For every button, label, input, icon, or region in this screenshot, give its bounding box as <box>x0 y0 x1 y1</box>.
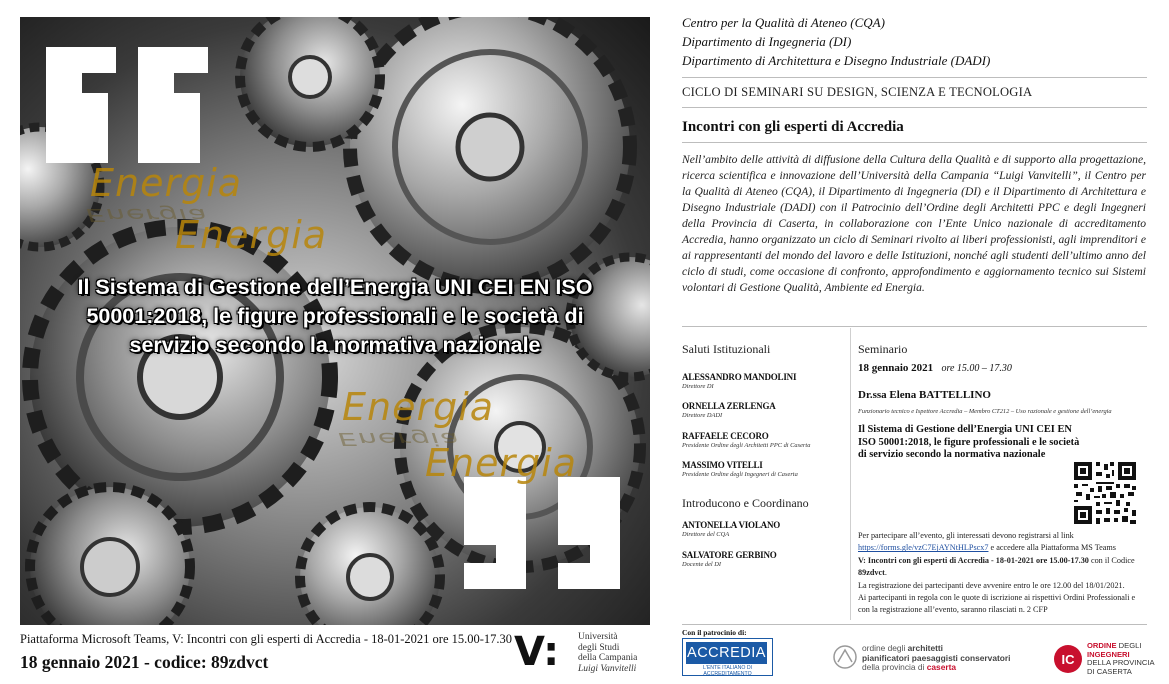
divider <box>682 77 1147 78</box>
open-quote-icon <box>38 35 213 165</box>
university-line: degli Studi <box>578 642 620 653</box>
divider <box>682 142 1147 143</box>
greetings-heading: Saluti Istituzionali <box>682 342 771 356</box>
university-line: Luigi Vanvitelli <box>578 663 637 674</box>
accredia-name: ACCREDIA <box>686 642 767 664</box>
person-role: Presidente Ordine degli Ingegneri di Caserta <box>682 471 798 478</box>
divider <box>682 624 1147 625</box>
coordinators-heading: Introducono e Coordinano <box>682 496 809 510</box>
seminar-title: Il Sistema di Gestione dell’Energia UNI CEI EN ISO 50001:2018, le figure professionali e le società di servizio secondo la normativa nazionale <box>858 424 1080 460</box>
person-entry <box>682 431 810 449</box>
person-entry <box>682 460 798 478</box>
energia-word: Energia <box>90 161 243 205</box>
architects-emblem-icon <box>832 644 858 670</box>
poster-image <box>20 17 650 625</box>
registration-line: e accedere alla Piattaforma MS Teams <box>988 543 1116 553</box>
speaker-role: Funzionario tecnico e Ispettore Accredia – Membro CT212 – Uso razionale e gestione dell’energia <box>858 408 1112 415</box>
engineers-mark: IC <box>1061 652 1075 667</box>
person-name: RAFFAELE CECORO <box>682 431 769 441</box>
university-mark: V: <box>514 629 560 675</box>
architects-line: caserta <box>926 662 957 673</box>
person-entry <box>682 372 796 390</box>
seminar-heading: Seminario <box>858 342 908 356</box>
seminar-time: ore 15.00 – 17.30 <box>941 363 1012 374</box>
university-logo <box>514 630 644 680</box>
architects-logo <box>832 642 1032 676</box>
registration-line: . <box>884 568 887 578</box>
engineers-line: INGEGNERI <box>1087 649 1130 659</box>
engineers-text <box>1087 642 1155 676</box>
accredia-tagline: L'ENTE ITALIANO DI ACCREDITAMENTO <box>702 665 753 677</box>
energia-word: Energia <box>175 213 328 257</box>
intro-paragraph: Nell’ambito delle attività di diffusione della Cultura della Qualità e di supporto alla progettazione, ricerca scientifica e innovazione dell’Università della Campania “Luigi Vanvitelli”, il Centro per la Qualità di Ateneo (CQA), il Dipartimento di Ingegneria (DI) e il Dipartimento di Architettura e Disegno Industriale (DADI) con il Patrocinio dell’Ordine degli Architetti PPC e degli Ingegneri della Provincia di Caserta, in collaborazione con l’Ente Unico nazionale di accreditamento Accredia, hanno organizzato un ciclo di Seminari rivolto ai liberi professionisti, agli imprenditori e ai rappresentanti del mondo del lavoro e delle Istituzioni, nonché agli studenti dell’ultimo anno del ciclo di studi, come occasione di confronto, approfondimento e aggiornamento tecnico sui Sistemi volontari di Gestione Qualità, Ambiente ed Energia. <box>682 153 1146 294</box>
seminar-datetime <box>858 362 1012 374</box>
person-entry <box>682 520 780 538</box>
teams-meeting-name: V: Incontri con gli esperti di Accredia - 18-01-2021 ore 15.00-17.30 <box>858 555 1089 565</box>
registration-deadline: La registrazione dei partecipanti deve avvenire entro le ore 12.00 del 18/01/2021. <box>858 580 1125 590</box>
person-name: SALVATORE GERBINO <box>682 550 777 560</box>
architects-line: ordine degli <box>862 643 908 653</box>
person-name: ANTONELLA VIOLANO <box>682 520 781 530</box>
engineers-line: DI CASERTA <box>1087 666 1132 676</box>
registration-link[interactable]: https://forms.gle/vzC7EjAYNtHLPscx7 <box>858 543 989 553</box>
registration-cfp: Ai partecipanti in regola con le quote di iscrizione ai rispettivi Ordini Professionali e con la registrazione all’evento, saranno rilasciati n. 2 CFP <box>858 593 1136 615</box>
patronage-label: Con il patrocinio di: <box>682 628 747 637</box>
poster-title-line: servizio secondo la normativa nazionale <box>129 333 541 357</box>
person-name: MASSIMO VITELLI <box>682 460 763 470</box>
accredia-logo <box>682 638 773 676</box>
divider <box>682 326 1147 327</box>
registration-line: con il Codice <box>1088 555 1135 565</box>
poster-title <box>30 273 640 360</box>
person-role: Docente del DI <box>682 561 722 568</box>
divider <box>682 107 1147 108</box>
registration-code: 89zdvct <box>858 568 885 578</box>
engineers-emblem-icon <box>1053 644 1083 674</box>
event-title: Incontri con gli esperti di Accredia <box>682 119 904 135</box>
registration-info <box>858 530 1148 617</box>
person-role: Direttore DI <box>682 383 714 390</box>
organizer-line: Centro per la Qualità di Ateneo (CQA) <box>682 15 885 30</box>
person-entry <box>682 550 777 568</box>
person-role: Direttore DADI <box>682 412 723 419</box>
energia-reflection: Energia <box>86 204 208 225</box>
person-name: ALESSANDRO MANDOLINI <box>682 372 797 382</box>
energia-reflection: Energia <box>338 428 460 449</box>
organizer-line: Dipartimento di Architettura e Disegno Industriale (DADI) <box>682 53 991 68</box>
engineers-line: DELLA PROVINCIA <box>1087 658 1155 668</box>
person-entry <box>682 401 776 419</box>
column-divider <box>850 328 851 620</box>
person-name: ORNELLA ZERLENGA <box>682 401 776 411</box>
energia-word: Energia <box>342 385 495 429</box>
date-code-line: 18 gennaio 2021 - codice: 89zdvct <box>20 652 269 672</box>
engineers-logo <box>1053 640 1163 678</box>
close-quote-icon <box>460 473 635 611</box>
teams-code-row <box>858 555 1148 580</box>
registration-line: Per partecipare all’evento, gli interessati devono registrarsi al link <box>858 531 1074 540</box>
cycle-title: CICLO DI SEMINARI SU DESIGN, SCIENZA E TECNOLOGIA <box>682 85 1033 99</box>
speaker-name: Dr.ssa Elena BATTELLINO <box>858 389 991 401</box>
qr-code[interactable] <box>1072 460 1138 526</box>
energia-word: Energia <box>425 441 578 485</box>
university-line: della Campania <box>578 653 638 663</box>
university-name <box>578 632 637 674</box>
architects-line: della provincia di <box>862 662 927 673</box>
architects-line: pianificatori paesaggisti conservatori <box>862 652 1011 663</box>
architects-text <box>862 644 1010 673</box>
platform-line: Piattaforma Microsoft Teams, V: Incontri con gli esperti di Accredia - 18-01-2021 ore 15.00-17.30 <box>20 632 513 646</box>
engineers-line: ORDINE <box>1087 641 1117 650</box>
architects-line: architetti <box>907 643 944 653</box>
person-role: Presidente Ordine degli Architetti PPC di Caserta <box>682 442 811 449</box>
university-line: Università <box>578 632 618 642</box>
poster-title-line: 50001:2018, le figure professionali e le società di <box>86 304 584 328</box>
engineers-line: DEGLI <box>1116 641 1142 650</box>
seminar-date: 18 gennaio 2021 <box>858 362 934 374</box>
person-role: Direttore del CQA <box>682 531 730 538</box>
registration-link-row <box>858 542 1148 554</box>
organizer-line: Dipartimento di Ingegneria (DI) <box>682 34 852 49</box>
poster-title-line: Il Sistema di Gestione dell’Energia UNI CEI EN ISO <box>77 275 593 299</box>
